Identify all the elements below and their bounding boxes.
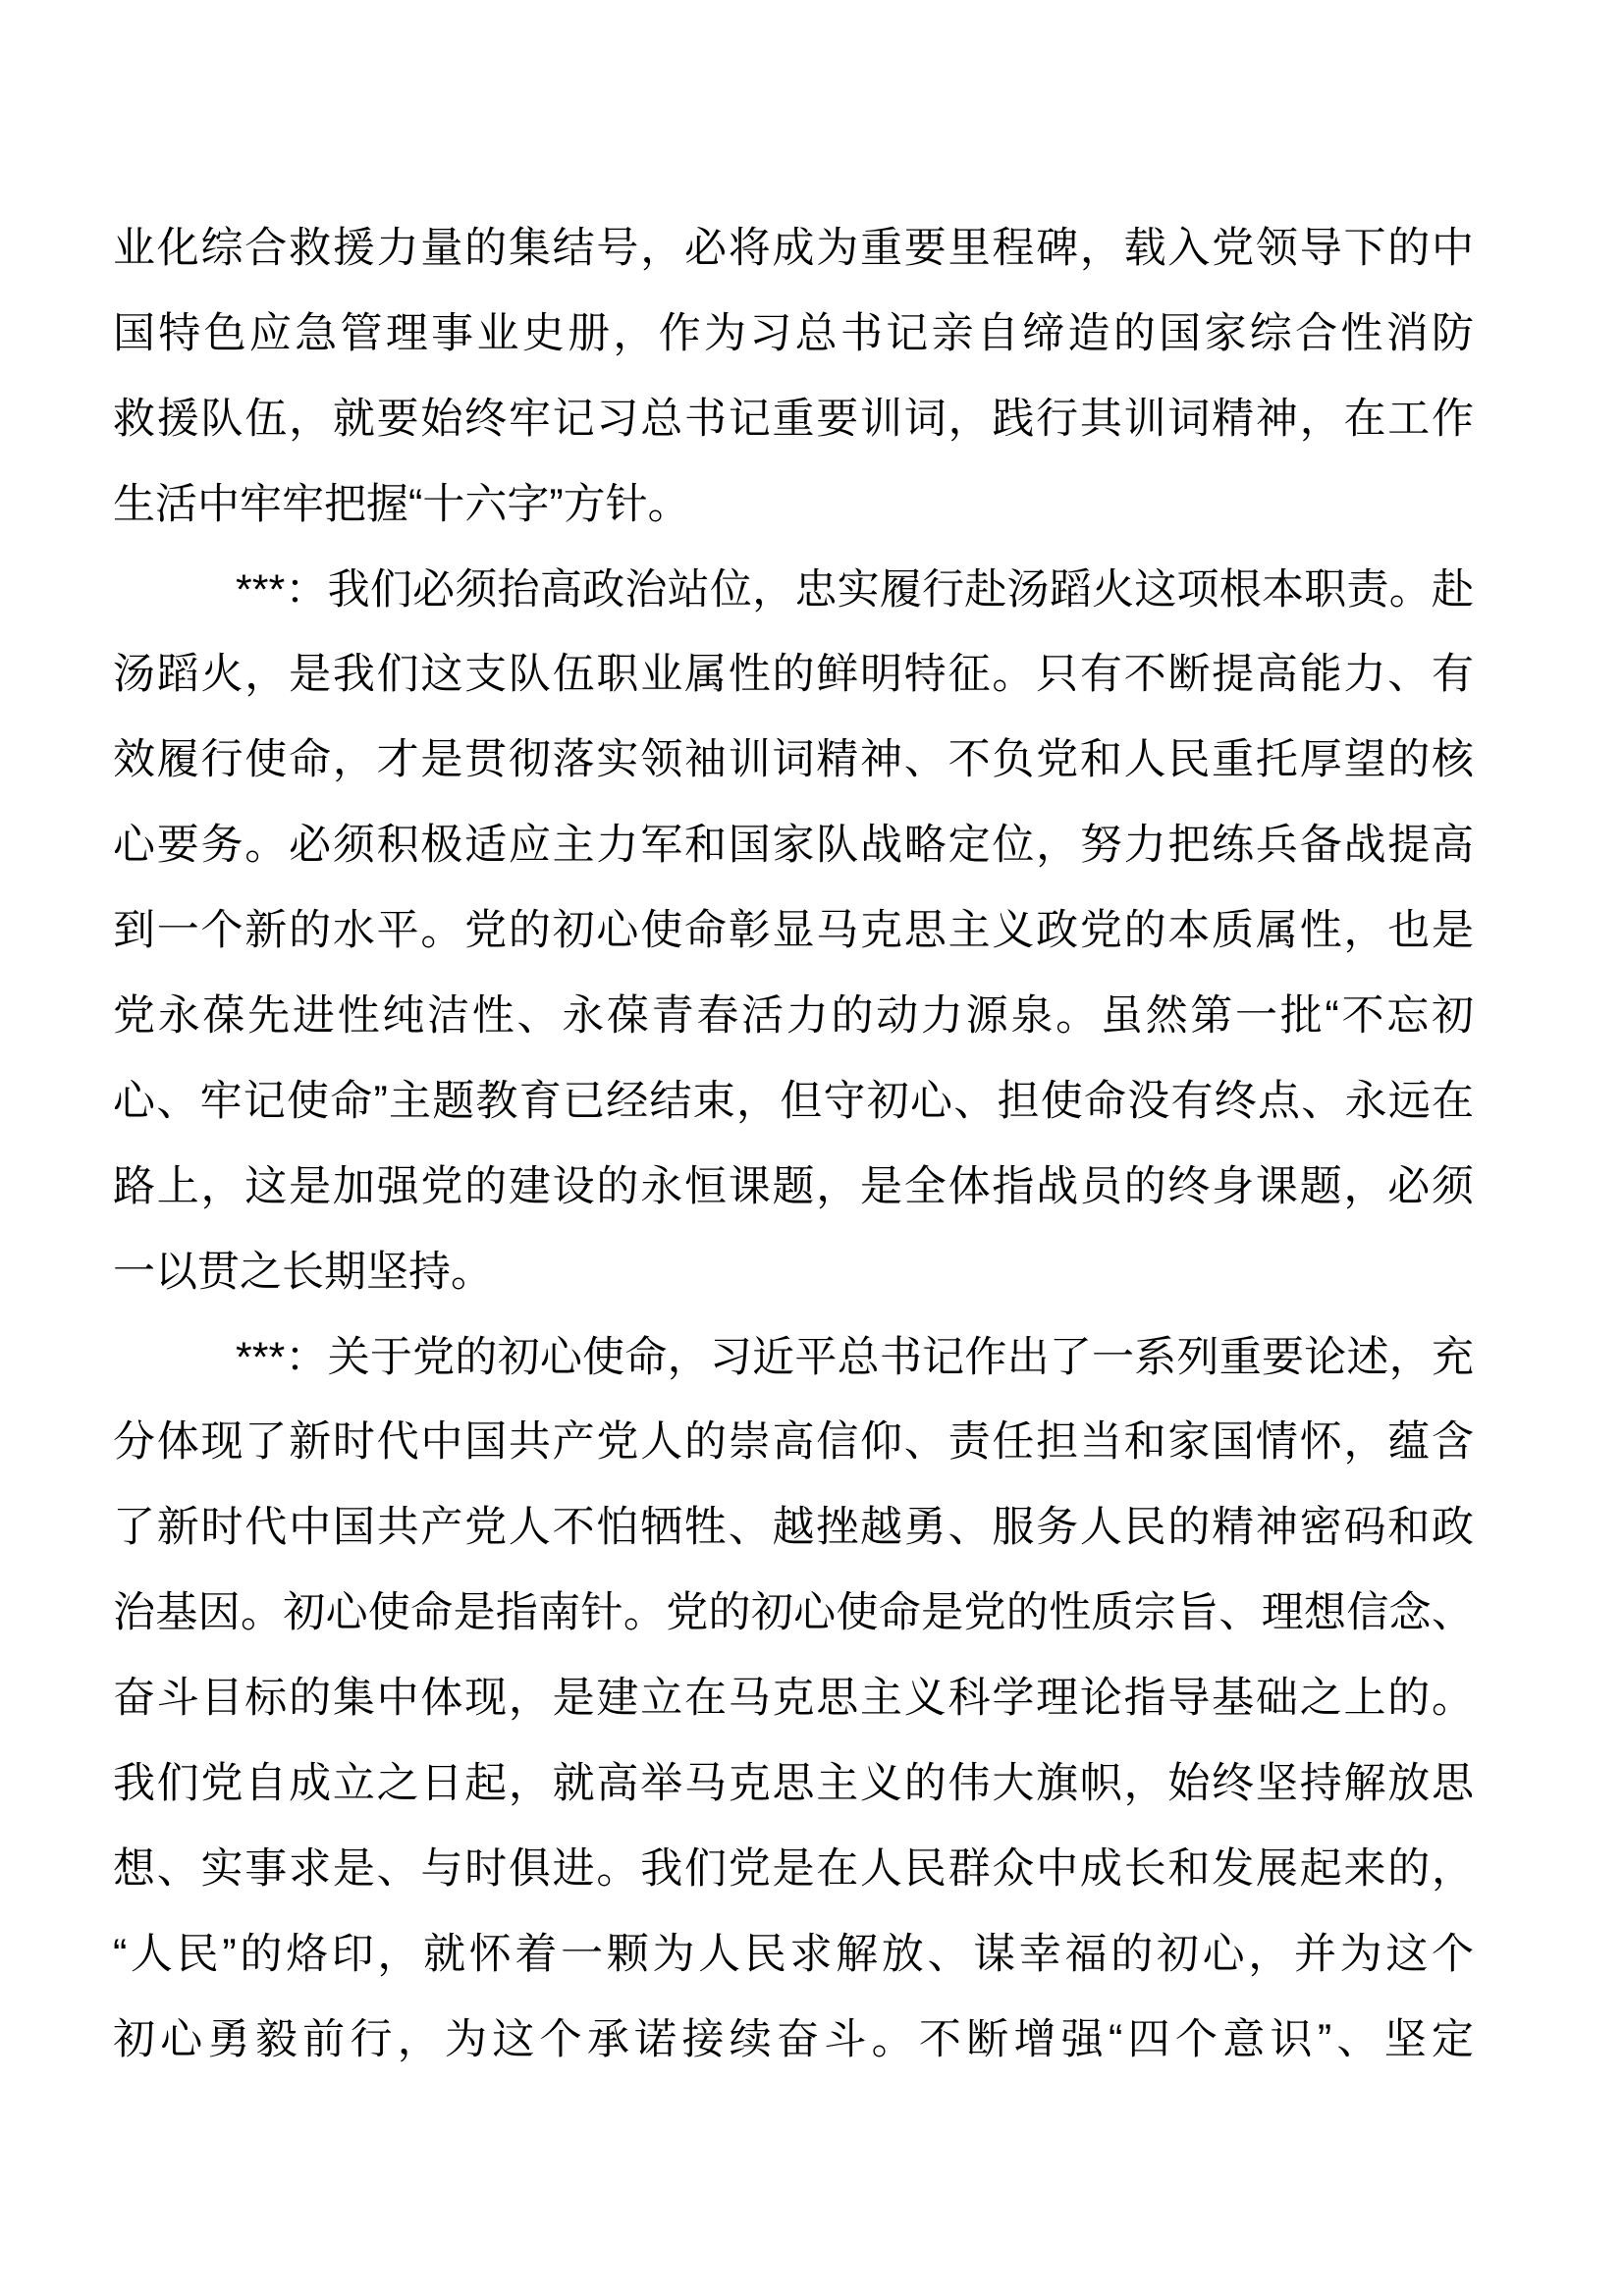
text-line: 分体现了新时代中国共产党人的崇高信仰、责任担当和家国情怀，蕴含 — [113, 1418, 1474, 1467]
text-line: 国特色应急管理事业史册，作为习总书记亲自缔造的国家综合性消防 — [113, 309, 1474, 357]
text-line: 党永葆先进性纯洁性、永葆青春活力的动力源泉。虽然第一批“不忘初 — [113, 992, 1474, 1041]
text-line: 效履行使命，才是贯彻落实领袖训词精神、不负党和人民重托厚望的核 — [113, 736, 1474, 784]
text-line: 了新时代中国共产党人不怕牺牲、越挫越勇、服务人民的精神密码和政 — [113, 1504, 1474, 1552]
text-line: 心要务。必须积极适应主力军和国家队战略定位，努力把练兵备战提高 — [113, 822, 1474, 870]
text-line: 救援队伍，就要始终牢记习总书记重要训词，践行其训词精神，在工作 — [113, 395, 1474, 443]
text-line: 奋斗目标的集中体现，是建立在马克思主义科学理论指导基础之上的。 — [113, 1675, 1474, 1723]
text-line: 业化综合救援力量的集结号，必将成为重要里程碑，载入党领导下的中 — [113, 225, 1474, 272]
paragraph — [113, 548, 1474, 1315]
text-line: 我们党自成立之日起，就高举马克思主义的伟大旗帜，始终坚持解放思 — [113, 1760, 1474, 1808]
text-line: 一以贯之长期坚持。 — [113, 1248, 493, 1296]
paragraph — [113, 206, 1474, 548]
text-line: 治基因。初心使命是指南针。党的初心使命是党的性质宗旨、理想信念、 — [113, 1589, 1474, 1637]
text-line: 心、牢记使命”主题教育已经结束，但守初心、担使命没有终点、永远在 — [113, 1077, 1474, 1125]
text-line: 生活中牢牢把握“十六字”方针。 — [113, 480, 690, 528]
text-line: ***：关于党的初心使命，习近平总书记作出了一系列重要论述，充 — [236, 1333, 1474, 1381]
text-line: 汤蹈火，是我们这支队伍职业属性的鲜明特征。只有不断提高能力、有 — [113, 651, 1474, 699]
text-line: 想、实事求是、与时俱进。我们党是在人民群众中成长和发展起来的， — [113, 1844, 1474, 1893]
text-line: 初心勇毅前行，为这个承诺接续奋斗。不断增强“四个意识”、坚定 — [113, 2015, 1474, 2063]
text-line: 到一个新的水平。党的初心使命彰显马克思主义政党的本质属性，也是 — [113, 907, 1474, 955]
paragraph — [113, 1315, 1474, 2083]
document-text — [113, 206, 1474, 2083]
text-line: ***：我们必须抬高政治站位，忠实履行赴汤蹈火这项根本职责。赴 — [236, 565, 1474, 614]
text-line: 路上，这是加强党的建设的永恒课题，是全体指战员的终身课题，必须 — [113, 1162, 1474, 1210]
text-line: “人民”的烙印，就怀着一颗为人民求解放、谋幸福的初心，并为这个 — [113, 1930, 1474, 1978]
